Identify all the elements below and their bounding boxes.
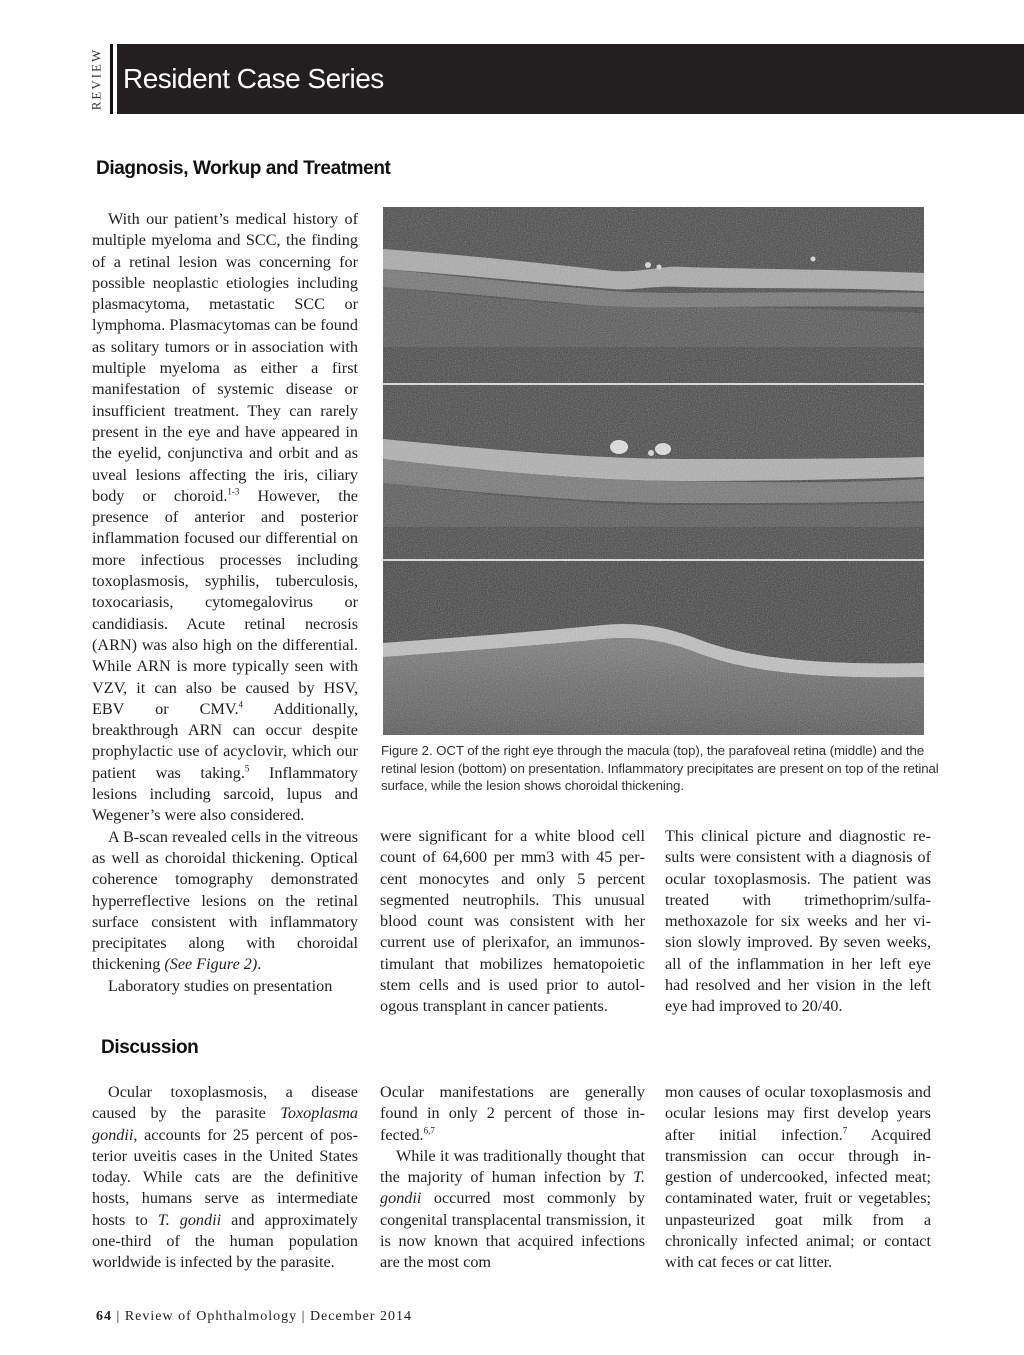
footer-separator: | (297, 1309, 310, 1324)
diagnosis-paragraph-labs: were significant for a white blood cell count of 64,600 per mm3 with 45 percent monocytes and only 5 percent segmented neutrophils. This unusual blood count was consistent with her current use of plerixafor, an immunostimulant that mobilizes hematopoietic stem cells and is used prior to autologous transplant in cancer patients. (380, 827, 645, 1016)
section-side-label (82, 44, 110, 114)
text-run: With our patient’s medical history of multiple myeloma and SCC, the finding of a retinal lesion was concerning for possible neoplastic etiologies including plasmacytoma, metastatic SCC or lymphoma. Plasmacytomas can be found as solitary tumors or in association with multiple myeloma as either a first manifestation of systemic disease or insufficient treatment. They can rarely present in the eye and have appeared in the eyelid, conjunctiva and orbit and as uveal lesions affecting the iris, ciliary body or choroid. (92, 210, 358, 505)
discussion-heading: Discussion (101, 1037, 199, 1058)
diagnosis-paragraph-1 (92, 209, 358, 827)
side-label-text: REVIEW (88, 47, 104, 111)
side-rule-divider (110, 44, 113, 114)
discussion-column-3 (665, 1082, 931, 1274)
figure-reference: (See Figure 2) (164, 955, 258, 974)
oct-scans (383, 207, 924, 735)
oct-figure (383, 207, 924, 735)
diagnosis-column-1 (92, 209, 358, 997)
diagnosis-column-3 (665, 826, 931, 1018)
reference-superscript: 1-3 (227, 486, 240, 497)
reference-superscript: 6,7 (423, 1125, 435, 1136)
oct-panel-macula (383, 207, 924, 383)
discussion-paragraph-3 (380, 1146, 645, 1274)
text-run: . (257, 955, 262, 974)
journal-name: Review of Ophthalmology (124, 1309, 298, 1324)
text-run: Acquired transmission can occur through ingestion of undercooked, infected meat; contaminated water, fruit or vegetables; unpasteurized goat milk from a chronically infected animal; or contact with cat feces or cat litter. (665, 1125, 931, 1272)
text-run: occurred most commonly by congenital transplacental transmission, it is now known that acquired infections are the most com (380, 1189, 645, 1272)
text-run: , accounts for 25 percent of posterior uveitis cases in the United States today. While cats are the definitive hosts, humans serve as intermediate hosts to (92, 1125, 358, 1229)
discussion-column-2 (380, 1082, 645, 1274)
text-run: Ocular toxoplasmosis, a disease caused by the parasite (92, 1083, 358, 1123)
diagnosis-paragraph-2 (92, 827, 358, 976)
panel-divider (383, 559, 924, 561)
diagnosis-paragraph-3: Laboratory studies on presentation (108, 976, 333, 995)
footer-separator: | (112, 1309, 125, 1324)
oct-panel-lesion (383, 561, 924, 735)
text-run: Ocular manifestations are generally found in only 2 percent of those infected. (380, 1083, 645, 1144)
reference-superscript: 4 (238, 699, 244, 710)
banner-title: Resident Case Series (117, 44, 1024, 114)
discussion-paragraph-1 (92, 1082, 358, 1274)
panel-divider (383, 383, 924, 385)
page-footer (96, 1309, 412, 1325)
figure-caption: Figure 2. OCT of the right eye through the macula (top), the parafoveal retina (middle) and the retinal lesion (bottom) on presentation. Inflammatory precipitates are present on top of the retinal surface, while the lesion shows choroidal thickening. (381, 743, 939, 793)
species-name: Toxoplasma gondii (92, 1104, 358, 1144)
species-name: T. gondii (157, 1210, 222, 1229)
issue-date: December 2014 (309, 1309, 412, 1324)
discussion-paragraph-2 (380, 1082, 645, 1146)
text-run: and approximately one-third of the human population worldwide is infected by the parasite. (92, 1210, 359, 1272)
text-run: mon causes of ocular toxoplasmosis and ocular lesions may first develop years after initial infection. (665, 1083, 931, 1144)
diagnosis-column-2 (380, 826, 645, 1018)
text-run: While it was traditionally thought that the majority of human infection by (380, 1146, 645, 1187)
text-run: Additionally, breakthrough ARN can occur despite prophylactic use of acyclovir, which our patient was taking. (92, 699, 358, 782)
species-name: T. gondii (380, 1168, 645, 1208)
diagnosis-heading: Diagnosis, Workup and Treatment (96, 158, 391, 179)
page-number: 64 (96, 1309, 112, 1324)
discussion-column-1 (92, 1082, 358, 1274)
reference-superscript: 7 (842, 1125, 848, 1136)
diagnosis-paragraph-outcome: This clinical picture and diagnostic results were consistent with a diagnosis of ocular toxoplasmosis. The patient was treated with trimethoprim/sulfamethoxazole for six weeks and her vision slowly improved. By seven weeks, all of the inflammation in her left eye had resolved and her vision in the left eye had improved to 20/40. (665, 827, 931, 1016)
reference-superscript: 5 (244, 763, 250, 774)
discussion-paragraph-4 (665, 1082, 931, 1274)
text-run: However, the presence of anterior and posterior inflammation focused our differential on more infectious processes including toxoplasmosis, syphilis, tuberculosis, toxocariasis, cytomegalovirus or candidiasis. Acute retinal necrosis (ARN) was also high on the differential. While ARN is more typically seen with VZV, it can also be caused by HSV, EBV or CMV. (92, 486, 358, 718)
oct-panel-parafoveal (383, 385, 924, 559)
text-run: Inflammatory lesions including sarcoid, lupus and Wegener’s were also considered. (92, 763, 359, 825)
text-run: A B-scan revealed cells in the vitreous as well as choroidal thickening. Optical coherence tomography demonstrated hyperreflective lesions on the retinal surface consistent with inflammatory precipitates along with choroidal thickening (92, 827, 358, 974)
